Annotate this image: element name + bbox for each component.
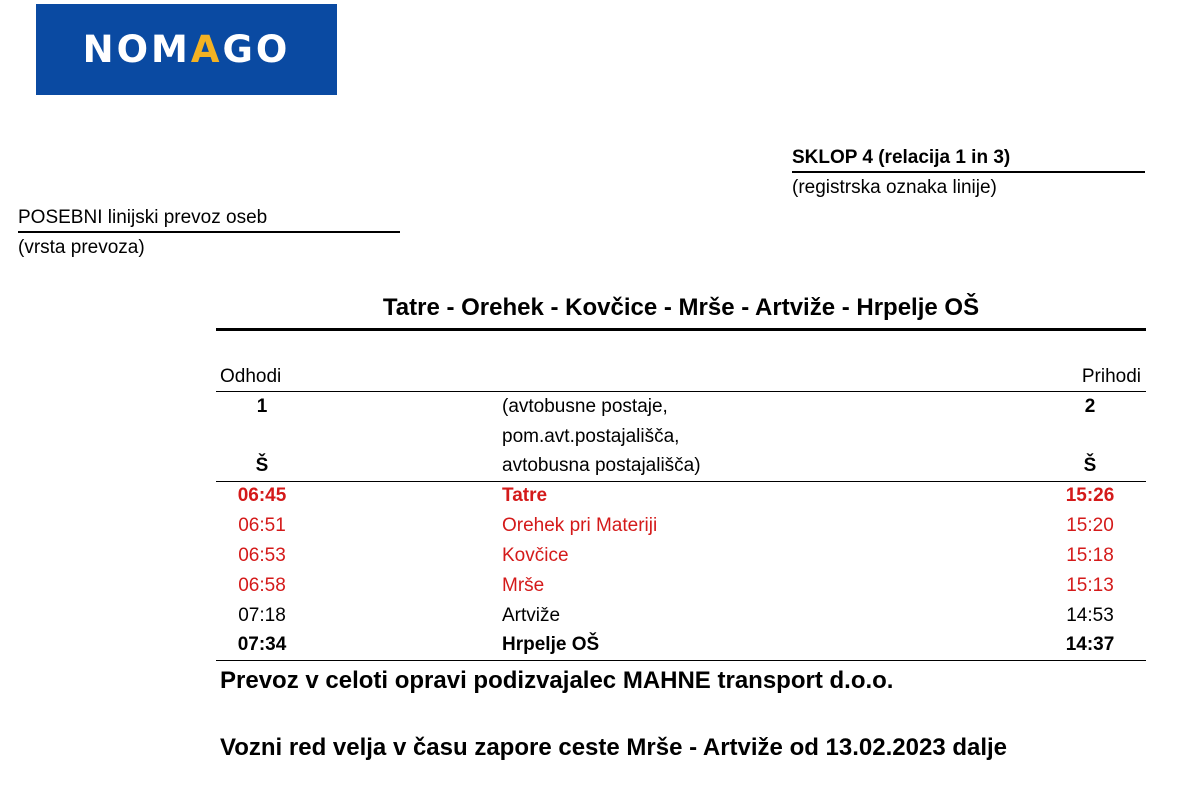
departure-time: 06:58 xyxy=(238,575,286,596)
header-divider xyxy=(216,391,1146,392)
line-code: SKLOP 4 (relacija 1 in 3) xyxy=(792,147,1145,173)
departures-day-code: Š xyxy=(255,455,269,476)
departure-time: 06:51 xyxy=(238,515,286,536)
table-row xyxy=(216,515,1146,545)
stop-name: Orehek pri Materiji xyxy=(502,515,658,536)
departure-time: 06:45 xyxy=(237,485,287,506)
arrival-time: 15:26 xyxy=(1065,485,1115,506)
title-divider xyxy=(216,328,1146,331)
arrival-time: 15:13 xyxy=(1066,575,1114,596)
departures-header: Odhodi xyxy=(220,366,282,387)
transport-type-caption: (vrsta prevoza) xyxy=(18,237,145,258)
stop-name: Artviže xyxy=(502,605,561,626)
stop-type-line-1: (avtobusne postaje, xyxy=(502,396,668,417)
arrival-time: 14:53 xyxy=(1066,605,1114,626)
stop-type-line-3: avtobusna postajališča) xyxy=(502,455,701,476)
table-row xyxy=(216,575,1146,605)
table-bottom-divider xyxy=(216,660,1146,661)
logo-wordmark: NOMAGO xyxy=(82,28,291,71)
table-row xyxy=(216,605,1146,635)
subheader-divider xyxy=(216,481,1146,482)
stop-name: Mrše xyxy=(502,575,545,596)
departure-time: 06:53 xyxy=(238,545,286,566)
departure-time: 07:34 xyxy=(237,634,287,655)
arrivals-column-number: 2 xyxy=(1084,396,1096,417)
stop-name: Hrpelje OŠ xyxy=(502,634,600,655)
arrivals-day-code: Š xyxy=(1083,455,1097,476)
stop-name: Kovčice xyxy=(502,545,569,566)
operator-note: Prevoz v celoti opravi podizvajalec MAHNE transport d.o.o. xyxy=(220,667,894,694)
stop-type-line-2: pom.avt.postajališča, xyxy=(502,426,680,447)
line-code-caption: (registrska oznaka linije) xyxy=(792,177,997,198)
arrival-time: 15:18 xyxy=(1066,545,1114,566)
arrival-time: 14:37 xyxy=(1065,634,1115,655)
arrivals-header: Prihodi xyxy=(1081,366,1141,387)
table-row xyxy=(216,545,1146,575)
validity-note: Vozni red velja v času zapore ceste Mrše - Artviže od 13.02.2023 dalje xyxy=(220,734,1008,761)
departure-time: 07:18 xyxy=(238,605,286,626)
nomago-logo xyxy=(36,4,337,95)
arrival-time: 15:20 xyxy=(1066,515,1114,536)
route-title: Tatre - Orehek - Kovčice - Mrše - Artviže - Hrpelje OŠ xyxy=(382,294,980,321)
table-row xyxy=(216,485,1146,515)
transport-type: POSEBNI linijski prevoz oseb xyxy=(18,207,400,233)
departures-column-number: 1 xyxy=(256,396,268,417)
stop-name: Tatre xyxy=(502,485,548,506)
